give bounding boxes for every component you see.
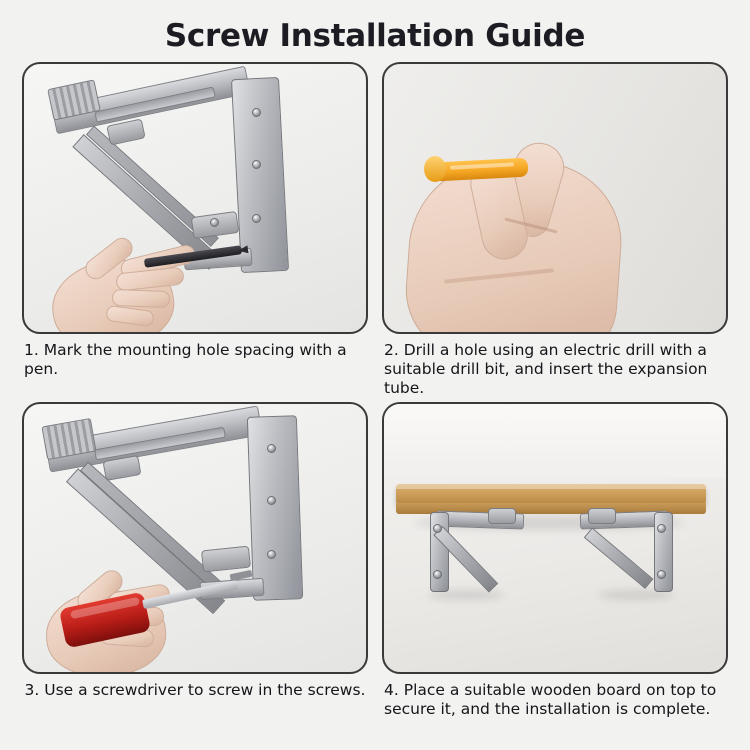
right-bracket-rivet <box>657 570 666 579</box>
step-2-scene <box>384 64 726 332</box>
bracket-rivet <box>267 496 276 505</box>
right-bracket-rivet <box>657 524 666 533</box>
expansion-tube-collar <box>424 156 446 182</box>
left-bracket-rivet <box>433 524 442 533</box>
step-1-caption: 1. Mark the mounting hole spacing with a pen. <box>24 341 347 378</box>
bracket-rivet <box>267 550 276 559</box>
step-card-4 <box>382 402 728 719</box>
bracket-back-plate <box>231 77 289 273</box>
bracket-rivet <box>267 444 276 453</box>
left-bracket-shadow <box>428 590 504 600</box>
step-card-3 <box>22 402 368 719</box>
page-title: Screw Installation Guide <box>164 18 586 54</box>
bracket-diagonal-brace-inner <box>80 461 222 590</box>
bracket-back-plate <box>247 415 303 601</box>
bracket-rivet <box>252 160 261 169</box>
step-4-caption: 4. Place a suitable wooden board on top to secure it, and the installation is complete. <box>384 680 717 718</box>
left-bracket-rivet <box>433 570 442 579</box>
bracket-lower-hinge <box>201 545 251 572</box>
right-bracket-brace <box>584 527 654 588</box>
bracket-rivet <box>252 108 261 117</box>
step-3-image <box>22 402 368 674</box>
bracket-rivet <box>210 218 219 227</box>
step-2-image <box>382 62 728 334</box>
bracket-rivet <box>252 214 261 223</box>
steps-grid <box>0 62 750 719</box>
step-4-scene <box>384 404 726 672</box>
step-2-caption: 2. Drill a hole using an electric drill with a suitable drill bit, and insert the expansion tube. <box>384 341 708 397</box>
step-3-scene <box>24 404 366 672</box>
ring-finger <box>112 289 171 308</box>
right-bracket-hinge <box>588 508 616 524</box>
bracket-diagonal-brace <box>72 134 220 270</box>
step-4-image <box>382 402 728 674</box>
board-highlight <box>396 484 706 489</box>
wall-upper <box>384 404 726 478</box>
step-card-2 <box>382 62 728 398</box>
left-bracket-hinge <box>488 508 516 524</box>
step-card-1 <box>22 62 368 398</box>
pen-tip-icon <box>237 245 248 254</box>
step-1-scene <box>24 64 366 332</box>
right-bracket-shadow <box>598 590 674 600</box>
step-3-caption: 3. Use a screwdriver to screw in the screws. <box>24 680 366 699</box>
step-1-image <box>22 62 368 334</box>
